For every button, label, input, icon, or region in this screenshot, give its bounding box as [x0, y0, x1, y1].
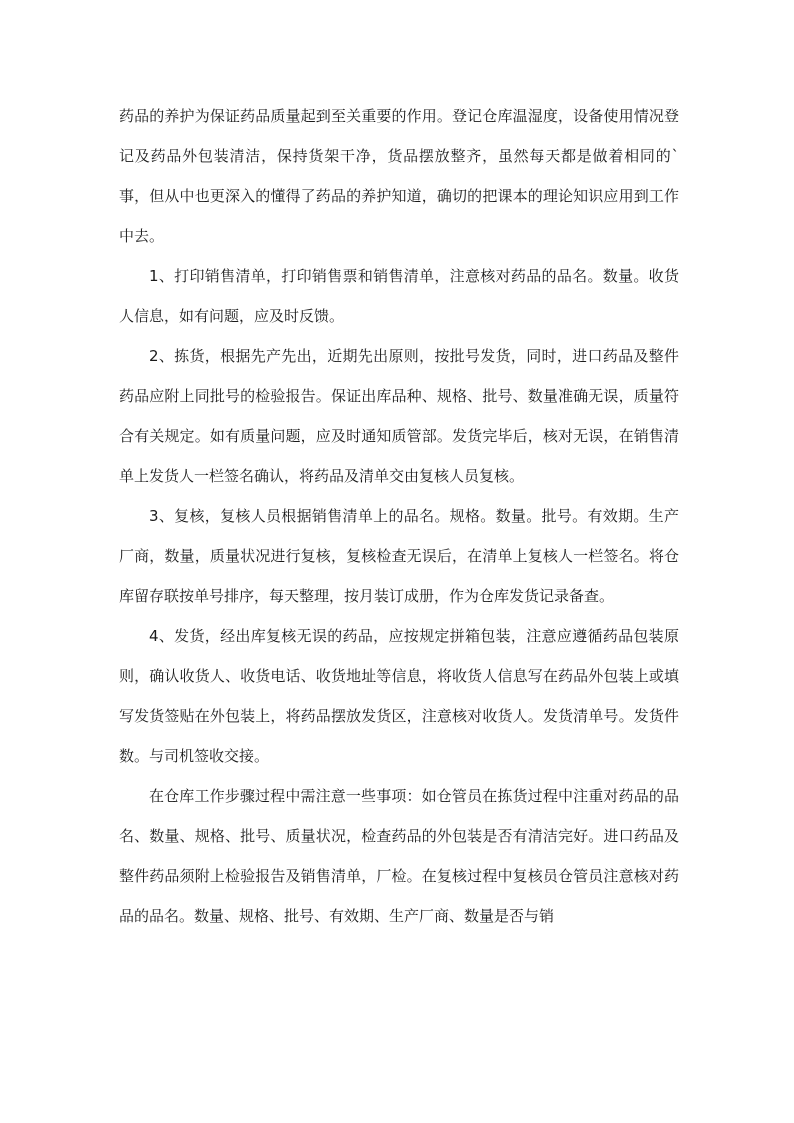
paragraph-step-4-ship: 4、发货，经出库复核无误的药品，应按规定拼箱包装，注意应遵循药品包装原则，确认收货人、收货电话、收货地址等信息，将收货人信息写在药品外包装上或填写发货签贴在外包装上，将药品摆放发货区，注意核对收货人。发货清单号。发货件数。与司机签收交接。	[119, 627, 679, 765]
paragraph-step-1-print: 1、打印销售清单，打印销售票和销售清单，注意核对药品的品名。数量。收货人信息，如有问题，应及时反馈。	[119, 267, 679, 325]
paragraph-step-2-pick: 2、拣货，根据先产先出，近期先出原则，按批号发货，同时，进口药品及整件药品应附上同批号的检验报告。保证出库品种、规格、批号、数量准确无误，质量符合有关规定。如有质量问题，应及时通知质管部。发货完毕后，核对无误，在销售清单上发货人一栏签名确认，将药品及清单交由复核人员复核。	[119, 347, 679, 485]
document-body	[119, 96, 679, 936]
paragraph-step-3-review: 3、复核，复核人员根据销售清单上的品名。规格。数量。批号。有效期。生产厂商，数量，质量状况进行复核，复核检查无误后，在清单上复核人一栏签名。将仓库留存联按单号排序，每天整理，按月装订成册，作为仓库发货记录备查。	[119, 507, 679, 605]
paragraph-notes: 在仓库工作步骤过程中需注意一些事项：如仓管员在拣货过程中注重对药品的品名、数量、规格、批号、质量状况，检查药品的外包装是否有清洁完好。进口药品及整件药品须附上检验报告及销售清单，厂检。在复核过程中复核员仓管员注意核对药品的品名。数量、规格、批号、有效期、生产厂商、数量是否与销	[119, 787, 679, 925]
paragraph-intro: 药品的养护为保证药品质量起到至关重要的作用。登记仓库温湿度，设备使用情况登记及药品外包装清洁，保持货架干净，货品摆放整齐，虽然每天都是做着相同的`事，但从中也更深入的懂得了药品的养护知道，确切的把课本的理论知识应用到工作中去。	[119, 107, 679, 245]
